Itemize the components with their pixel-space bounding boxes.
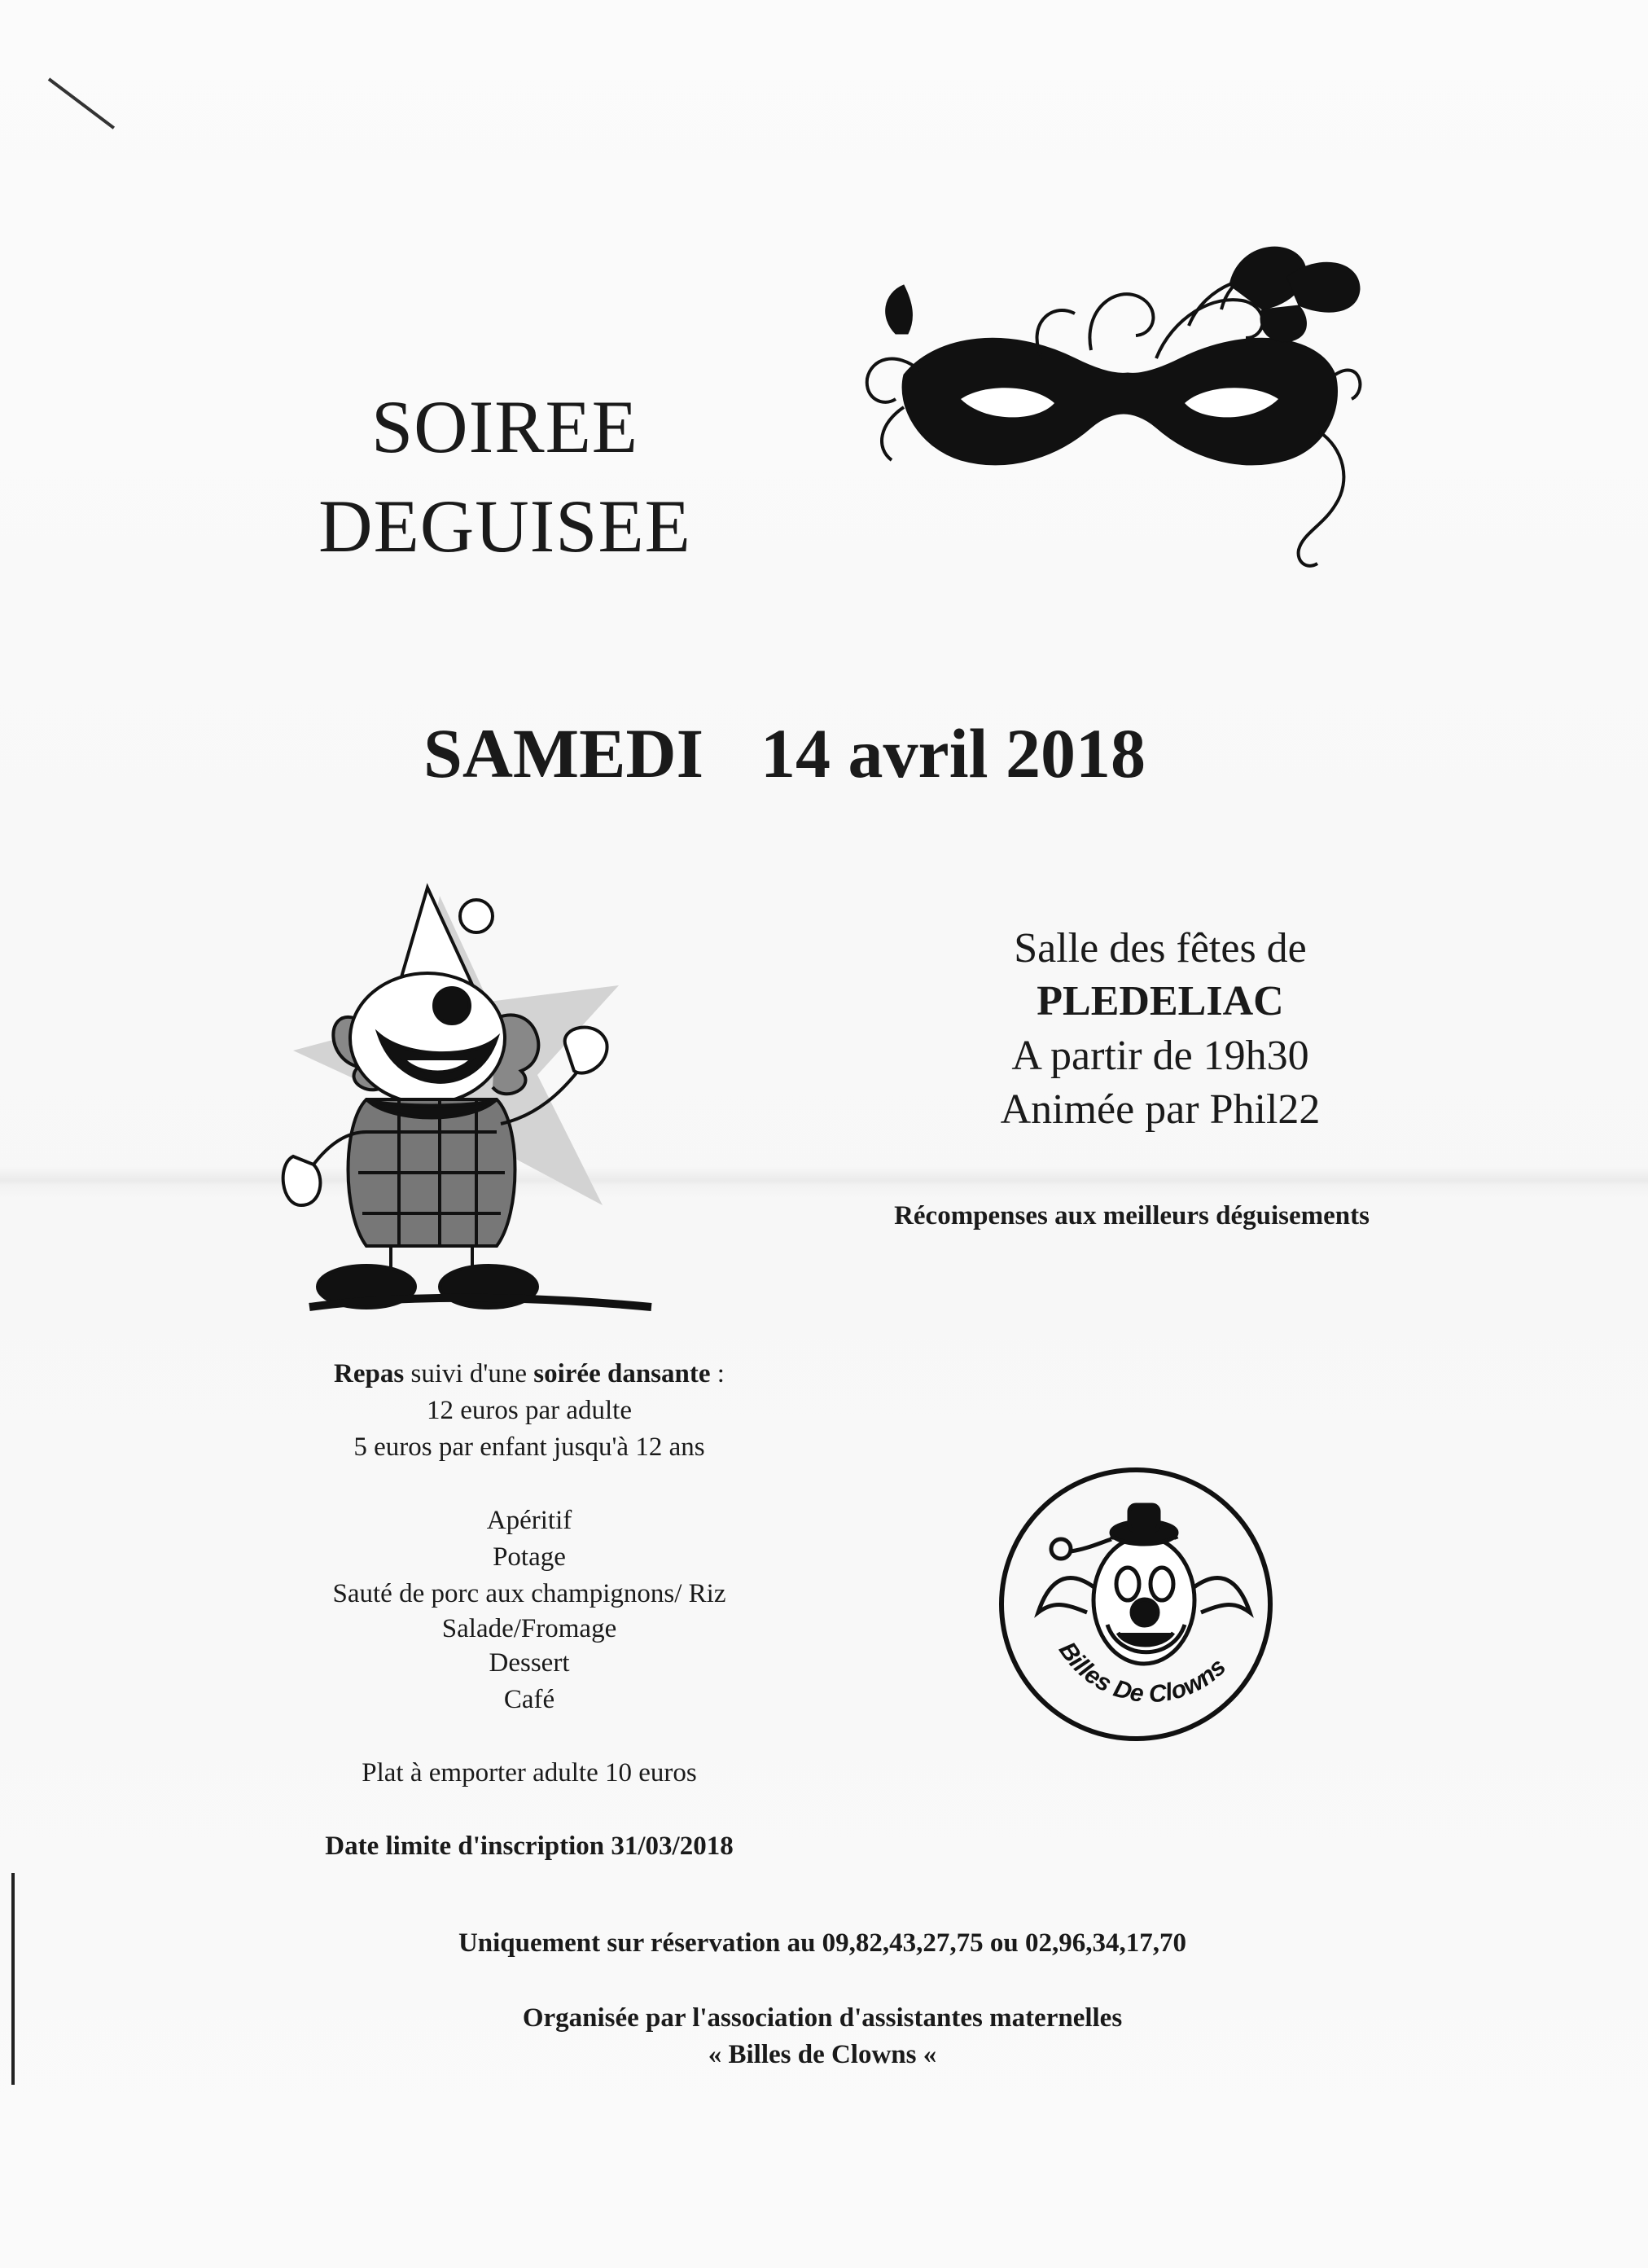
- event-date-full: 14 avril 2018: [760, 714, 1146, 792]
- venue-line: Salle des fêtes de: [1014, 925, 1307, 972]
- event-start-time: A partir de 19h30: [1011, 1033, 1309, 1079]
- reservation-contact: Uniquement sur réservation au 09,82,43,27,75 ou 02,96,34,17,70: [458, 1928, 1187, 1958]
- menu-item: Apéritif: [486, 1506, 572, 1535]
- event-animation: Animée par Phil22: [1000, 1086, 1321, 1133]
- title-line-1: SOIREE: [371, 385, 638, 468]
- scan-edge-mark: [11, 1873, 15, 2085]
- price-child: 5 euros par enfant jusqu'à 12 ans: [353, 1432, 705, 1462]
- menu-item: Salade/Fromage: [441, 1614, 617, 1643]
- menu-item: Café: [503, 1685, 555, 1714]
- paper-fold-shadow: [0, 1166, 1648, 1199]
- masquerade-mask-icon: [847, 236, 1376, 586]
- takeaway-text: Plat à emporter adulte 10 euros: [362, 1758, 697, 1788]
- menu-item: Potage: [493, 1542, 566, 1572]
- logo-text: Billes De Clowns: [1053, 1637, 1232, 1709]
- meal-header-dansante: soirée dansante: [533, 1359, 711, 1388]
- event-day: SAMEDI: [423, 714, 704, 792]
- reward-text: Récompenses aux meilleurs déguisements: [894, 1201, 1370, 1231]
- menu-item: Sauté de porc aux champignons/ Riz: [332, 1579, 726, 1608]
- organizer-line-2: « Billes de Clowns «: [708, 2040, 937, 2069]
- menu-item: Dessert: [489, 1648, 570, 1678]
- scratch-mark: [48, 77, 115, 129]
- title-line-2: DEGUISEE: [318, 485, 691, 568]
- meal-header-repas: Repas: [334, 1359, 405, 1388]
- organizer-line-1: Organisée par l'association d'assistantes maternelles: [522, 2003, 1123, 2033]
- price-adult: 12 euros par adulte: [427, 1396, 632, 1425]
- clown-illustration-icon: [277, 863, 700, 1319]
- venue-town: PLEDELIAC: [1037, 978, 1284, 1024]
- meal-header: [244, 1356, 814, 1393]
- deadline-text: Date limite d'inscription 31/03/2018: [325, 1832, 734, 1861]
- meal-header-mid: suivi d'une: [404, 1359, 534, 1388]
- billes-de-clowns-logo-icon: [989, 1458, 1282, 1751]
- event-date: [423, 713, 1146, 794]
- meal-header-end: :: [710, 1359, 725, 1388]
